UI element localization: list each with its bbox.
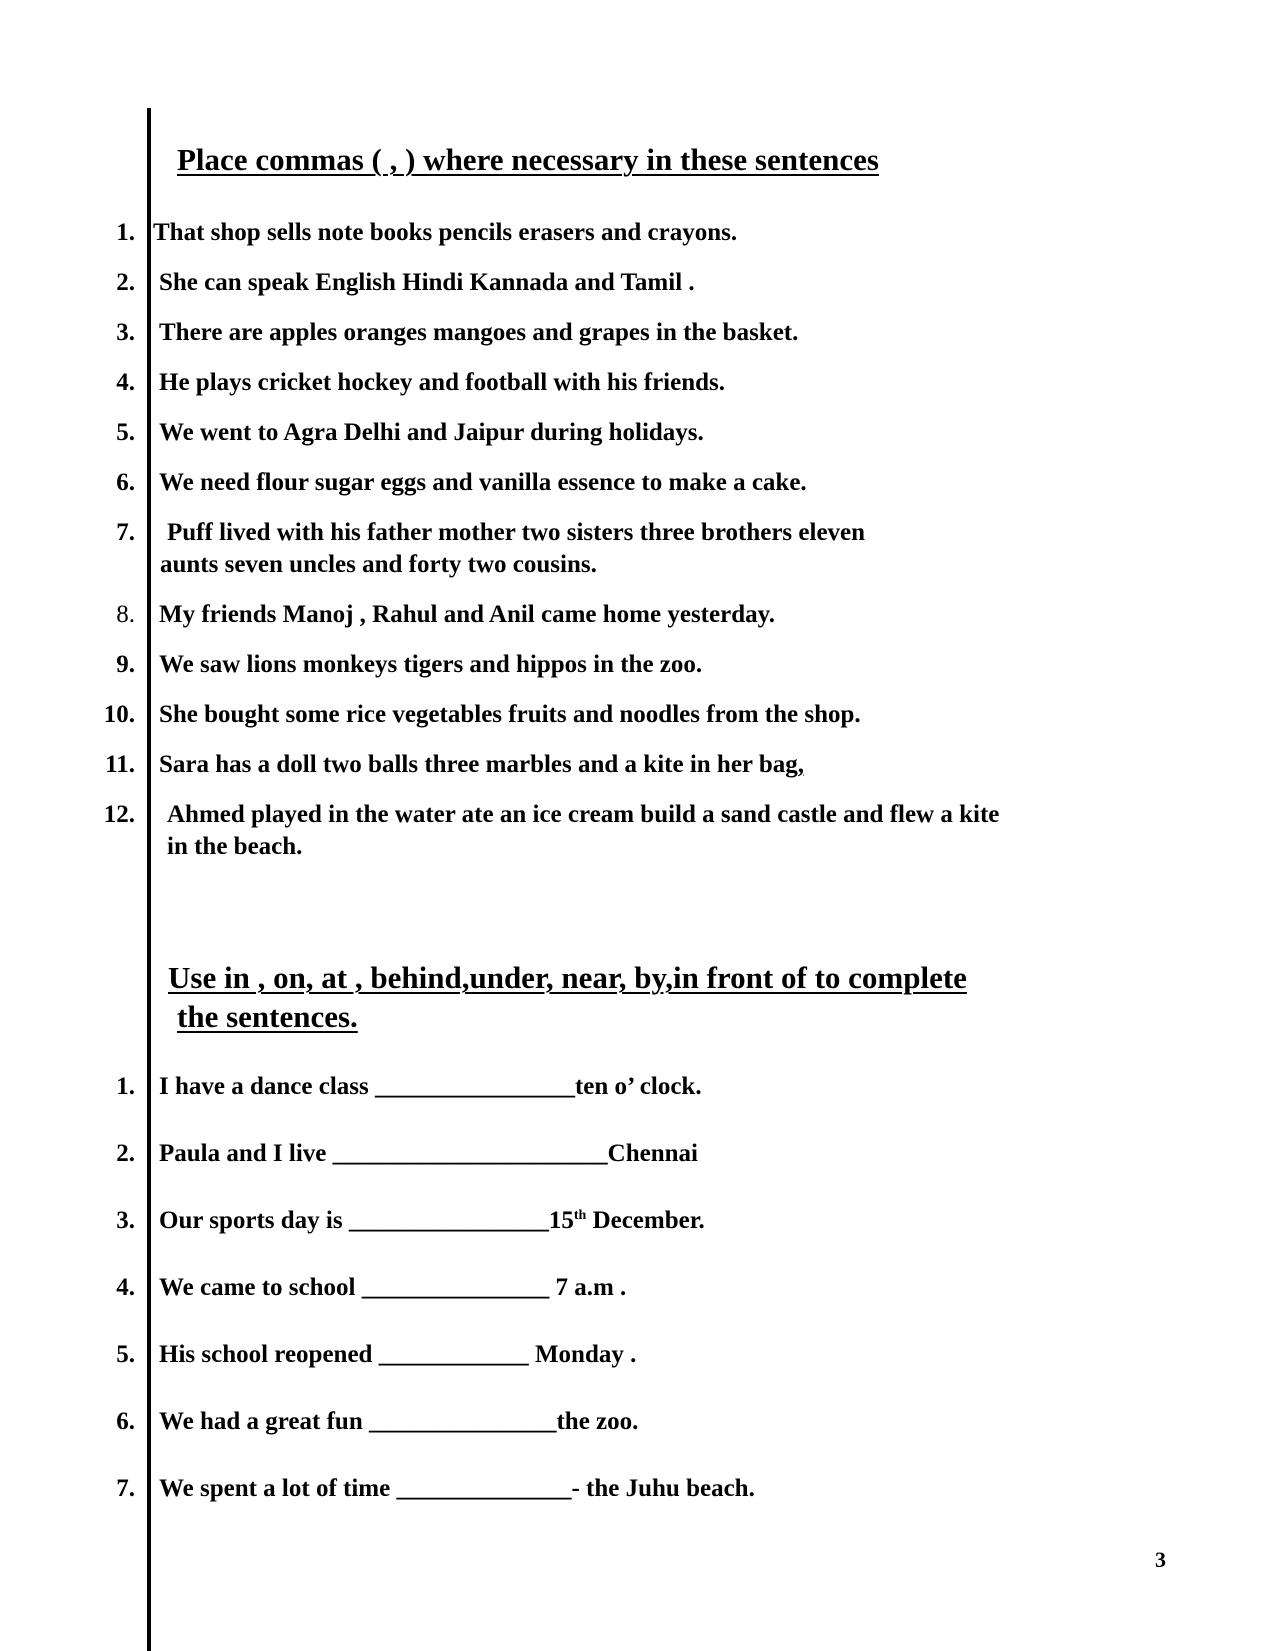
- sentence: His school reopened ____________ Monday .: [159, 1341, 637, 1368]
- sentence-line-1: Ahmed played in the water ate an ice cream build a sand castle and flew a kite: [167, 801, 1000, 828]
- sentence: We came to school _______________ 7 a.m .: [159, 1274, 627, 1301]
- item-number: 3.: [116, 1207, 135, 1234]
- item-number: 10.: [103, 701, 135, 728]
- sentence: My friends Manoj , Rahul and Anil came home yesterday.: [159, 601, 775, 628]
- sentence: We need flour sugar eggs and vanilla essence to make a cake.: [159, 469, 807, 496]
- sentence: Paula and I live ______________________Chennai: [159, 1140, 698, 1167]
- sentence-line-1: Puff lived with his father mother two sisters three brothers eleven: [167, 519, 866, 546]
- sentence-after: December.: [586, 1207, 705, 1234]
- sentence: There are apples oranges mangoes and grapes in the basket.: [159, 319, 799, 346]
- item-number: 8.: [116, 601, 135, 628]
- sentence: [159, 748, 804, 781]
- sentence: We spent a lot of time ______________- the Juhu beach.: [159, 1475, 755, 1502]
- sentence: [159, 1204, 705, 1237]
- sentence: We saw lions monkeys tigers and hippos in the zoo.: [159, 651, 703, 678]
- item-number: 4.: [116, 369, 135, 396]
- sentence-line-2: aunts seven uncles and forty two cousins.: [160, 551, 597, 578]
- item-number: 1.: [116, 1073, 135, 1100]
- margin-line: [147, 108, 151, 1651]
- sentence: She can speak English Hindi Kannada and Tamil .: [159, 269, 695, 296]
- item-number: 2.: [116, 1140, 135, 1167]
- page-number: 3: [1155, 1547, 1166, 1572]
- item-number: 3.: [116, 319, 135, 346]
- item-number: 5.: [116, 419, 135, 446]
- section2-heading-line-2: the sentences.: [177, 999, 358, 1034]
- item-number: 9.: [116, 651, 135, 678]
- item-number: 6.: [116, 1408, 135, 1435]
- sentence-main: Sara has a doll two balls three marbles and a kite in her ba: [159, 751, 786, 778]
- item-number: 7.: [116, 1475, 135, 1502]
- sentence: I have a dance class ________________ten o’ clock.: [159, 1073, 702, 1100]
- sentence: That shop sells note books pencils erasers and crayons.: [153, 219, 738, 246]
- section2-heading-line-1: Use in , on, at , behind,under, near, by,in front of to complete: [168, 960, 967, 995]
- item-number: 5.: [116, 1341, 135, 1368]
- item-number: 6.: [116, 469, 135, 496]
- ordinal-suffix: th: [573, 1208, 587, 1223]
- item-number: 11.: [105, 751, 135, 778]
- sentence: We went to Agra Delhi and Jaipur during holidays.: [159, 419, 704, 446]
- sentence: We had a great fun _______________the zoo.: [159, 1408, 639, 1435]
- item-number: 12.: [103, 801, 135, 828]
- sentence-before: Our sports day is ________________15: [159, 1207, 574, 1234]
- item-number: 4.: [116, 1274, 135, 1301]
- sentence: He plays cricket hockey and football with his friends.: [159, 369, 725, 396]
- sentence-line-2: in the beach.: [167, 833, 303, 860]
- sentence-tail: g,: [785, 751, 804, 778]
- section1-heading: Place commas ( , ) where necessary in these sentences: [177, 142, 879, 177]
- item-number: 1.: [116, 219, 135, 246]
- sentence: She bought some rice vegetables fruits and noodles from the shop.: [159, 701, 861, 728]
- item-number: 2.: [116, 269, 135, 296]
- item-number: 7.: [116, 519, 135, 546]
